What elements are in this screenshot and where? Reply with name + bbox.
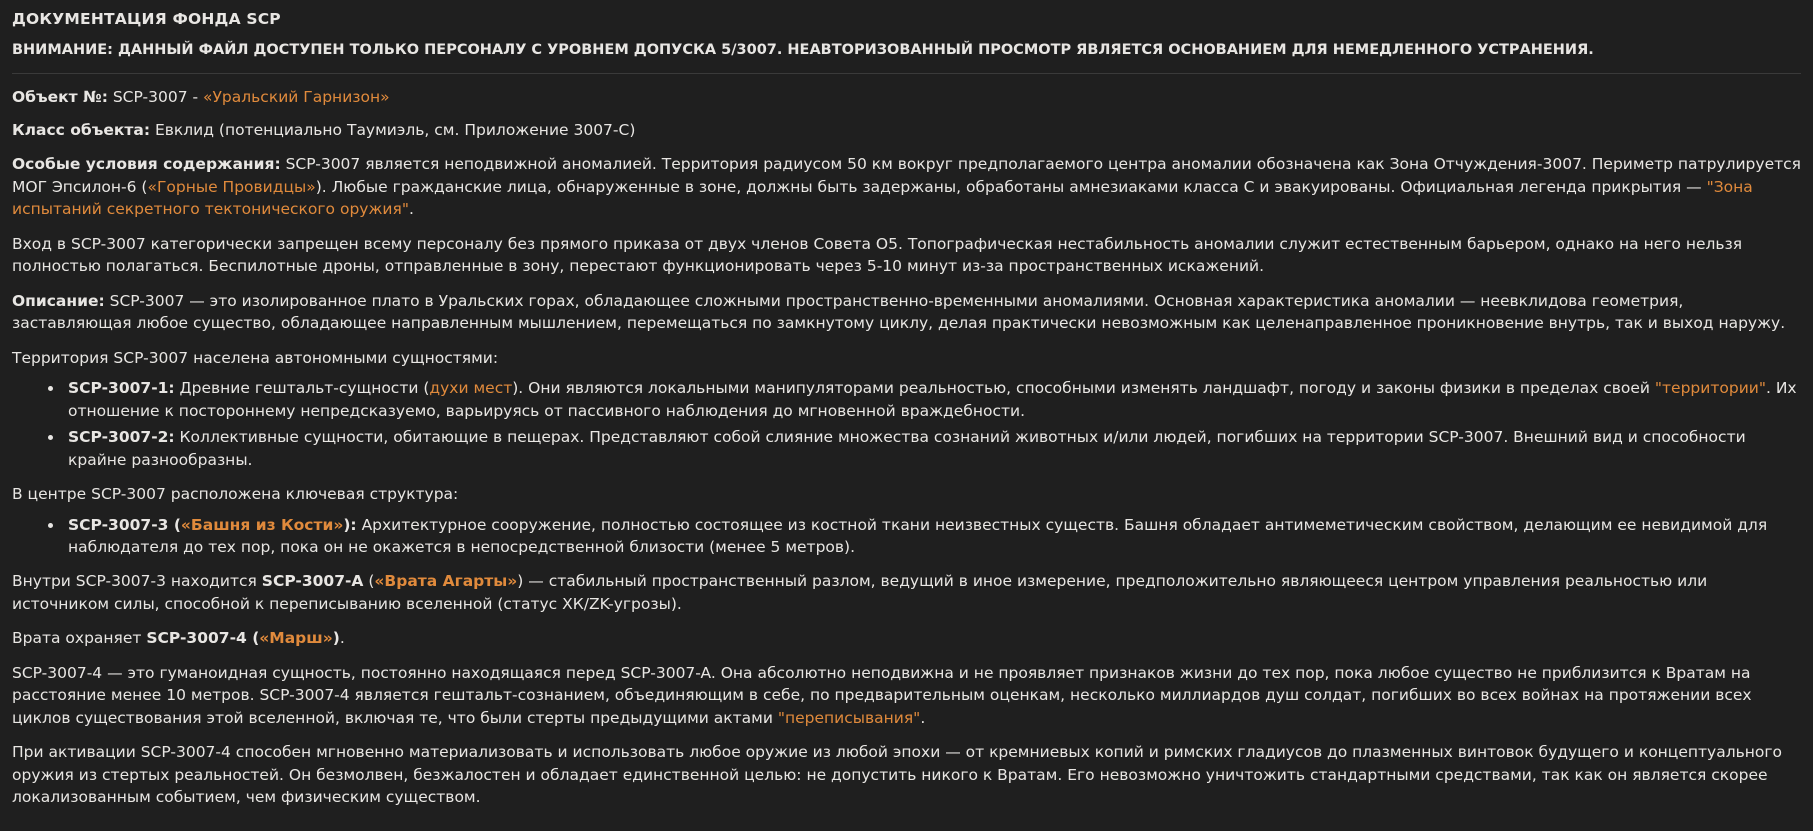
guard-text-b: .	[339, 629, 345, 648]
spirits-of-place-link[interactable]: духи мест	[429, 379, 513, 398]
page-title: ДОКУМЕНТАЦИЯ ФОНДА SCP	[12, 10, 281, 28]
bone-tower-link[interactable]: «Башня из Кости»	[180, 515, 344, 534]
object-number-value: SCP-3007 -	[112, 88, 203, 107]
list-item	[64, 377, 1801, 422]
guard-text-a: Врата охраняет	[12, 629, 147, 648]
containment-text-a: SCP-3007 является неподвижной аномалией. Территория радиусом 50 км вокруг предполагаемого центра аномалии обозначена как Зона Отчуждения-3007. Периметр патрулируется МОГ Эпсилон-6 (	[12, 155, 1801, 196]
gate-designation: SCP-3007-A	[261, 572, 364, 591]
gate-text-b: (	[363, 572, 375, 591]
entity-2-name: SCP-3007-2:	[68, 428, 175, 447]
guard-paragraph	[12, 627, 1801, 649]
object-number-label: Объект №:	[12, 88, 108, 107]
gate-paragraph	[12, 570, 1801, 615]
divider-top	[12, 73, 1801, 74]
access-warning: ВНИМАНИЕ: ДАННЫЙ ФАЙЛ ДОСТУПЕН ТОЛЬКО ПЕРСОНАЛУ С УРОВНЕМ ДОПУСКА 5/3007. НЕАВТОРИЗОВАННЫЙ ПРОСМОТР ЯВЛЯЕТСЯ ОСНОВАНИЕМ ДЛЯ НЕМЕДЛЕННОГО УСТРАНЕНИЯ.	[12, 42, 1594, 59]
gate-text-a: Внутри SCP-3007-3 находится	[12, 572, 262, 591]
territory-link[interactable]: "территории"	[1654, 379, 1766, 398]
mtf-epsilon-6-link[interactable]: «Горные Провидцы»	[147, 177, 316, 196]
description-paragraph-1	[12, 290, 1801, 335]
description-text: SCP-3007 — это изолированное плато в Уральских горах, обладающее сложными пространственно-временными аномалиями. Основная характеристика аномалии — неевклидова геометрия, заставляющая любое существо, обладающее направленным мышлением, перемещаться по замкнутому циклу, делая практически невозможным как целенаправленное проникновение внутрь, так и выход наружу.	[12, 291, 1786, 333]
entities-list	[12, 377, 1801, 471]
object-name-link[interactable]: «Уральский Гарнизон»	[203, 88, 390, 107]
guard-detail-paragraph-2: При активации SCP-3007-4 способен мгновенно материализовать и использовать любое оружие из любой эпохи — от кремниевых копий и римских гладиусов до плазменных винтовок будущего и концептуального оружия из стертых реальностей. Он безмолвен, безжалостен и обладает единственной целью: не допустить никого к Вратам. Его невозможно уничтожить стандартными средствами, так как он является скорее локализованным событием, чем физическим существом.	[12, 743, 1783, 807]
guard-designation-close: )	[332, 629, 340, 648]
cover-story-link[interactable]: "Зона испытаний секретного тектонического оружия"	[12, 177, 1753, 219]
containment-text-c: .	[408, 200, 414, 219]
containment-label: Особые условия содержания:	[12, 155, 281, 174]
object-number-line	[12, 86, 1801, 108]
containment-paragraph-2: Вход в SCP-3007 категорически запрещен всему персоналу без прямого приказа от двух членов Совета О5. Топографическая нестабильность аномалии служит естественным барьером, однако на него нельзя полностью полагаться. Беспилотные дроны, отправленные в зону, перестают функционировать через 5-10 минут из-за пространственных искажений.	[12, 234, 1743, 276]
entity-1-name: SCP-3007-1:	[68, 379, 175, 398]
list-item	[64, 514, 1801, 559]
march-link[interactable]: «Марш»	[259, 629, 333, 648]
object-class-line	[12, 119, 1801, 141]
agartha-gate-link[interactable]: «Врата Агарты»	[374, 572, 518, 591]
containment-text-b: ). Любые гражданские лица, обнаруженные в зоне, должны быть задержаны, обработаны амнезиаками класса С и эвакуированы. Официальная легенда прикрытия —	[315, 177, 1707, 196]
entity-2-text-a: Коллективные сущности, обитающие в пещерах. Представляют собой слияние множества сознаний животных и/или людей, погибших на территории SCP-3007. Внешний вид и способности крайне разнообразны.	[68, 428, 1746, 469]
entities-lead-in: Территория SCP-3007 населена автономными сущностями:	[12, 348, 499, 367]
object-class-value: Евклид (потенциально Таумиэль, см. Приложение 3007-С)	[154, 120, 636, 139]
object-class-label: Класс объекта:	[12, 120, 151, 139]
entity-1-text-a: Древние гештальт-сущности (	[174, 379, 430, 398]
structure-text: Архитектурное сооружение, полностью состоящее из костной ткани неизвестных существ. Башня обладает антимеметическим свойством, делающим ее невидимой для наблюдателя до тех пор, пока он не окажется в непосредственной близости (менее 5 метров).	[68, 515, 1768, 556]
structure-name-prefix: SCP-3007-3 (	[68, 515, 181, 534]
rewriting-link[interactable]: "переписывания"	[777, 708, 921, 727]
entity-1-text-b: ). Они являются локальными манипуляторами реальностью, способными изменять ландшафт, погоду и законы физики в пределах своей	[512, 379, 1655, 398]
containment-paragraph-1	[12, 153, 1801, 220]
guard-detail-text-b: .	[920, 708, 926, 727]
structure-lead-in: В центре SCP-3007 расположена ключевая структура:	[12, 485, 459, 504]
guard-detail-paragraph-1	[12, 662, 1801, 729]
gate-text-c: ) — стабильный пространственный разлом, ведущий в иное измерение, предположительно являющееся центром управления реальностью или источником силы, способной к переписыванию вселенной (статус ХК/ZK-угрозы).	[12, 572, 1708, 613]
description-label: Описание:	[12, 291, 105, 310]
guard-detail-text-a: SCP-3007-4 — это гуманоидная сущность, постоянно находящаяся перед SCP-3007-A. Она абсолютно неподвижна и не проявляет признаков жизни до тех пор, пока любое существо не приблизится к Вратам на расстояние менее 10 метров. SCP-3007-4 является гештальт-сознанием, объединяющим в себе, по предварительным оценкам, несколько миллиардов душ солдат, погибших во всех войнах на протяжении всех циклов существования этой вселенной, включая те, что были стерты предыдущими актами	[12, 663, 1752, 727]
structure-list	[12, 514, 1801, 559]
entity-1-text-c: . Их отношение к постороннему непредсказуемо, варьируясь от пассивного наблюдения до мгновенной враждебности.	[68, 379, 1797, 420]
guard-designation: SCP-3007-4 (	[146, 629, 260, 648]
list-item	[64, 426, 1801, 471]
structure-name-suffix: ):	[343, 515, 357, 534]
